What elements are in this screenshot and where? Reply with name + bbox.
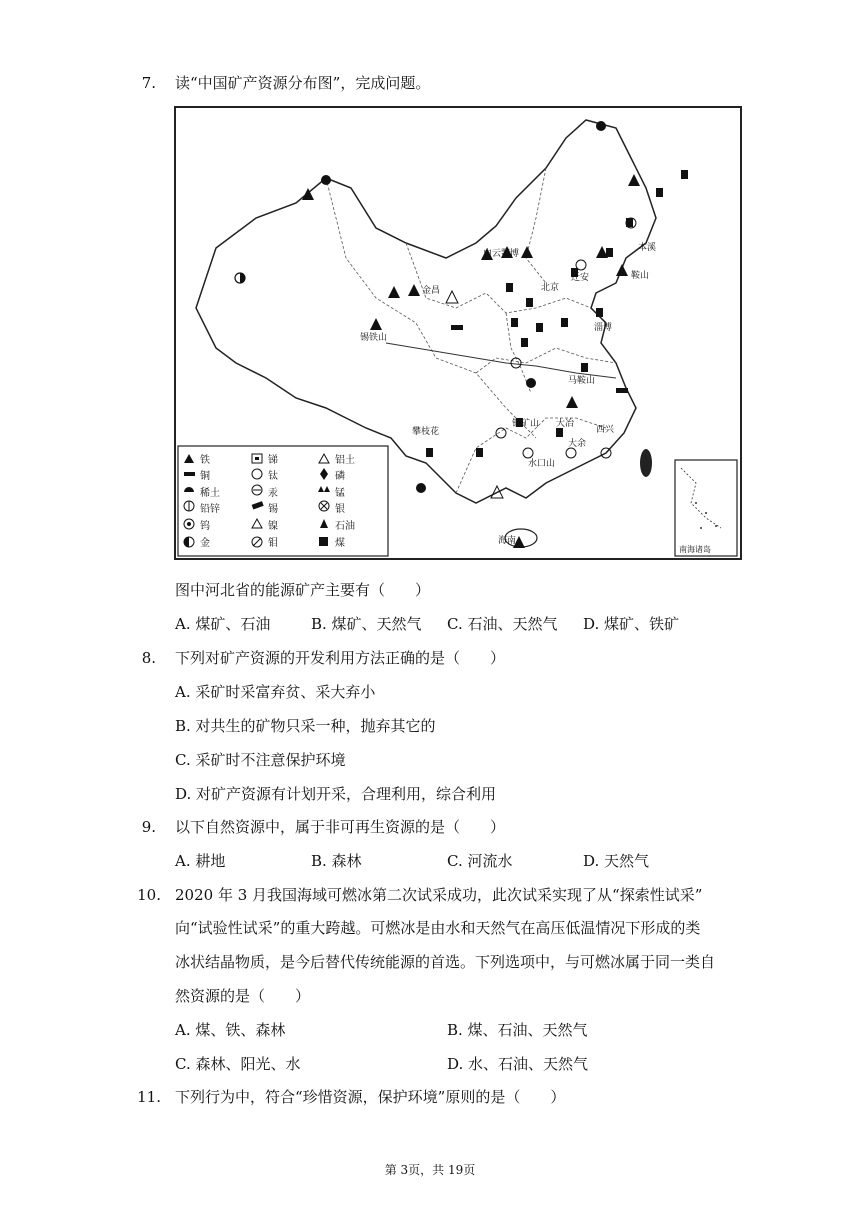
option-c[interactable]: C. 石油、天然气	[447, 615, 558, 633]
legend-label: 锰	[335, 488, 345, 499]
legend-label: 钨	[200, 521, 210, 532]
option-b[interactable]: B. 煤矿、天然气	[311, 615, 422, 633]
legend-label: 锑	[268, 455, 278, 466]
place-label: 北京	[541, 283, 560, 293]
legend-label: 铁	[200, 455, 210, 466]
inset-label: 南海诸岛	[679, 545, 711, 554]
legend-label: 汞	[268, 488, 278, 499]
option-d[interactable]: D. 煤矿、铁矿	[583, 615, 680, 633]
china-mineral-map	[174, 106, 742, 560]
question-stem-line: 向“试验性试采”的重大跨越。可燃冰是由水和天然气在高压低温情况下形成的类	[175, 919, 701, 937]
option-b[interactable]: B. 对共生的矿物只采一种，抛弃其它的	[175, 717, 436, 735]
question-number: 7.	[141, 74, 156, 92]
question-stem: 读“中国矿产资源分布图”，完成问题。	[175, 74, 431, 92]
legend-label: 石油	[335, 521, 355, 532]
option-a[interactable]: A. 煤、铁、森林	[175, 1021, 286, 1039]
question-number: 10.	[137, 886, 161, 904]
legend-label: 磷	[335, 471, 345, 482]
legend-label: 钼	[268, 538, 278, 549]
legend-label: 煤	[335, 538, 345, 549]
option-a[interactable]: A. 耕地	[175, 852, 226, 870]
place-label: 西兴	[596, 425, 615, 435]
place-label: 迁安	[571, 273, 590, 283]
legend-label: 钛	[268, 471, 278, 482]
option-d[interactable]: D. 天然气	[583, 852, 650, 870]
place-label: 白云鄂博	[483, 249, 520, 259]
place-label: 鞍山	[631, 271, 650, 281]
option-b[interactable]: B. 森林	[311, 852, 362, 870]
place-label: 本溪	[638, 243, 657, 253]
south-china-sea-inset	[675, 460, 737, 556]
legend-label: 锡	[268, 504, 278, 515]
question-number: 11.	[137, 1088, 161, 1106]
option-c[interactable]: C. 采矿时不注意保护环境	[175, 751, 346, 769]
legend-label: 镍	[268, 521, 278, 532]
option-c[interactable]: C. 森林、阳光、水	[175, 1055, 301, 1073]
question-stem: 下列对矿产资源的开发利用方法正确的是（ ）	[175, 649, 506, 667]
map-legend	[178, 446, 388, 556]
option-d[interactable]: D. 水、石油、天然气	[447, 1055, 589, 1073]
legend-label: 铜	[200, 471, 210, 482]
option-c[interactable]: C. 河流水	[447, 852, 513, 870]
question-stem-line: 然资源的是（ ）	[175, 987, 311, 1005]
option-a[interactable]: A. 煤矿、石油	[175, 615, 271, 633]
place-label: 金昌	[422, 286, 441, 296]
question-stem: 以下自然资源中，属于非可再生资源的是（ ）	[175, 818, 506, 836]
question-number: 9.	[141, 818, 156, 836]
legend-label: 稀土	[200, 488, 220, 499]
legend-label: 铝土	[335, 455, 355, 466]
legend-label: 金	[200, 538, 210, 549]
legend-label: 铅锌	[200, 504, 220, 515]
option-b[interactable]: B. 煤、石油、天然气	[447, 1021, 588, 1039]
place-label: 铜矿山	[512, 419, 540, 429]
place-label: 大余	[568, 439, 587, 449]
place-label: 大冶	[556, 419, 575, 429]
sub-question: 图中河北省的能源矿产主要有（ ）	[175, 581, 431, 599]
place-label: 水口山	[528, 459, 556, 469]
map-figure	[176, 108, 740, 558]
place-label: 锡铁山	[360, 333, 388, 343]
question-stem-line: 2020 年 3 月我国海域可燃冰第二次试采成功，此次试采实现了从“探索性试采”	[175, 886, 703, 904]
option-a[interactable]: A. 采矿时采富弃贫、采大弃小	[175, 683, 376, 701]
legend-label: 银	[335, 504, 345, 515]
option-d[interactable]: D. 对矿产资源有计划开采，合理利用，综合利用	[175, 785, 497, 803]
place-label: 攀枝花	[412, 427, 440, 437]
question-stem: 下列行为中，符合“珍惜资源，保护环境”原则的是（ ）	[175, 1088, 566, 1106]
place-label: 海南	[498, 536, 517, 546]
question-number: 8.	[141, 649, 156, 667]
place-label: 淄博	[594, 323, 613, 333]
page-footer: 第 3页，共 19页	[384, 1163, 476, 1177]
place-label: 马鞍山	[568, 376, 596, 386]
question-stem-line: 冰状结晶物质，是今后替代传统能源的首选。下列选项中，与可燃冰属于同一类自	[175, 953, 716, 971]
